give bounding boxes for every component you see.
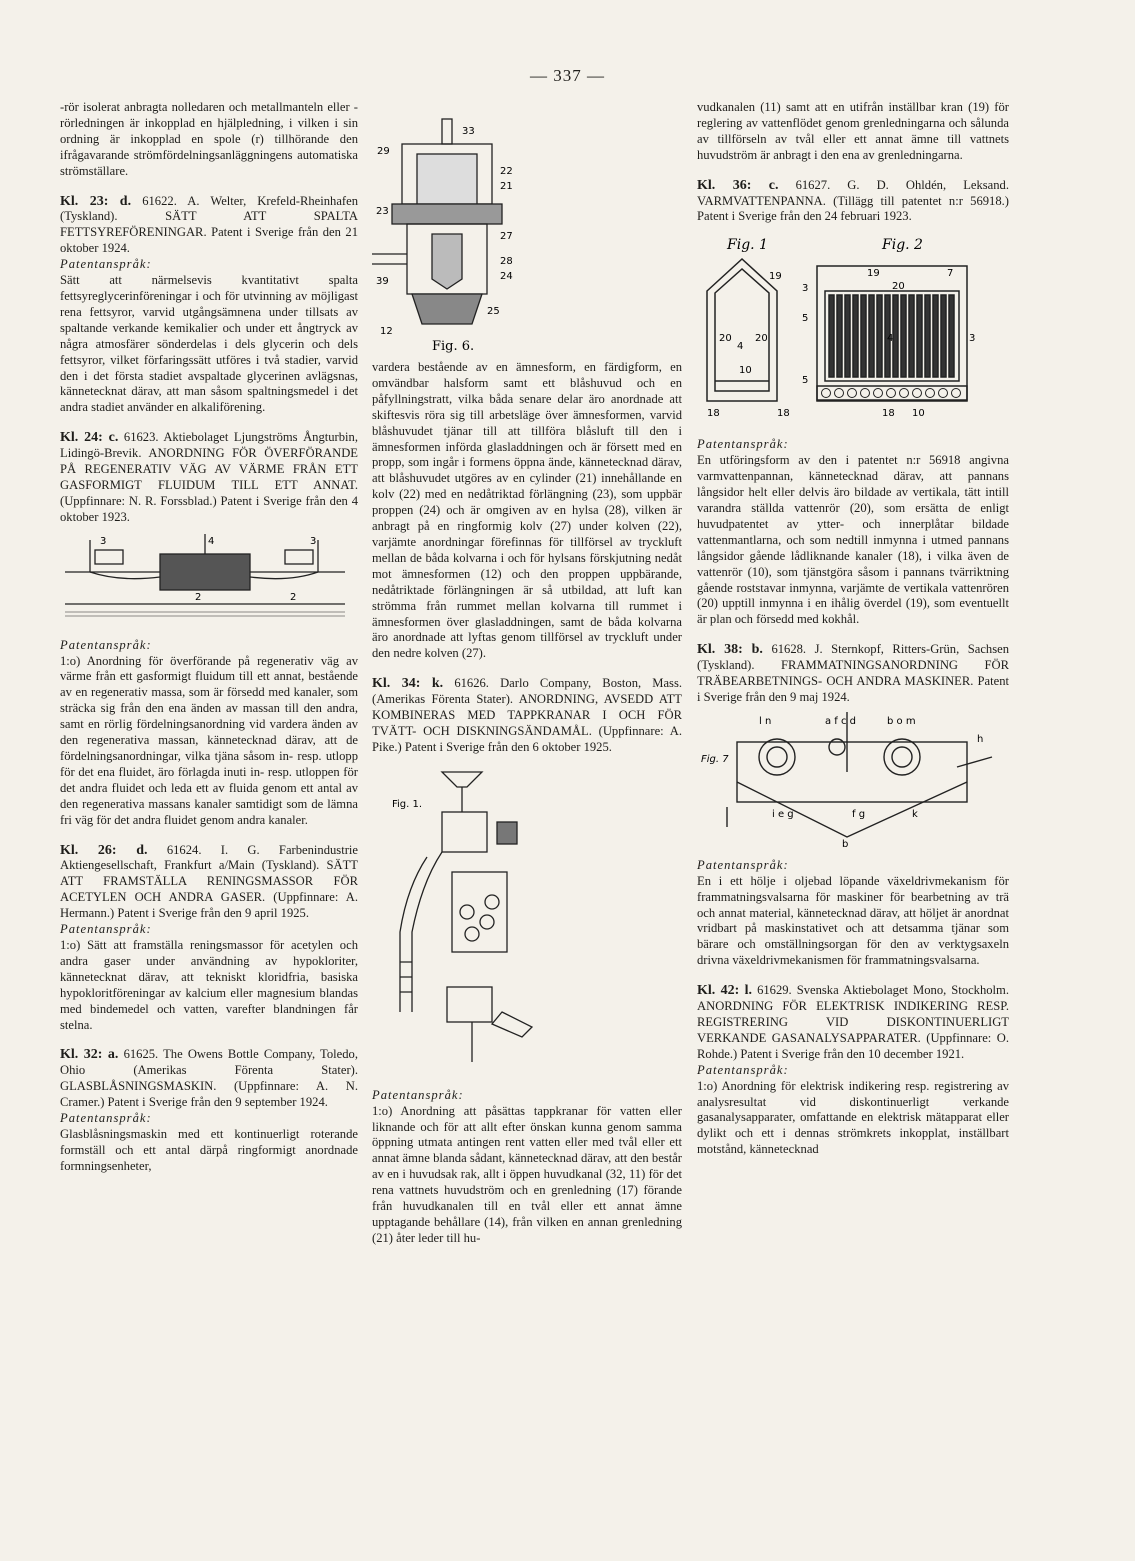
- regenerator-figure: [60, 532, 358, 632]
- class-label: Kl. 26: d.: [60, 842, 148, 858]
- water-tube: [949, 295, 954, 377]
- figure-label: Fig. 6.: [432, 339, 475, 354]
- boiler-figure: [697, 231, 1009, 431]
- svg-text:19: 19: [867, 268, 880, 280]
- svg-text:k: k: [912, 808, 918, 820]
- blow-head-drawing: [372, 114, 532, 354]
- entry-heading: 61623. Aktiebolaget Ljungströms Ångturbin, Lidingö-Brevik. ANORDNING FÖR ÖVERFÖRANDE PÅ REGENERATIV VÄG AV VÄRME FRÅN ETT GASFORMIGT FLUIDUM TILL ETT ANNAT. (Uppfinnare: N. R. Forssblad.) Patent i Sverige från den 4 oktober 1923.: [60, 430, 358, 524]
- svg-text:3: 3: [802, 283, 809, 295]
- continued-paragraph: vudkanalen (11) samt att en utifrån inställbar kran (19) för reglering av vattenflödet genom grenledningarna och sålunda av tillförseln av tvål eller ett annat ämne till vattnets huvudström är anbragt i den ena av grenledningarna.: [697, 100, 1009, 162]
- svg-text:25: 25: [487, 306, 500, 317]
- patent-entry-61624: [60, 843, 358, 1034]
- svg-text:3: 3: [310, 535, 317, 547]
- gear-drive-drawing: [697, 712, 997, 852]
- svg-text:18: 18: [777, 408, 790, 420]
- claim-heading: Patentanspråk:: [60, 922, 152, 937]
- water-tube: [869, 295, 874, 377]
- svg-text:l n: l n: [759, 715, 772, 727]
- claim-text: Glasblåsningsmaskin med ett kontinuerligt roterande formställ och ett antal därpå ringformigt anordnade formningsenheter,: [60, 1126, 358, 1173]
- patent-entry-61626: [372, 676, 682, 1247]
- claim-text: Sätt att närmelsevis kvantitativt spalta fettsyreglycerinföreningar i och för utvinning av möjligast rena fettsyror, varvid utgångsämnena under tillsats av spaltande verkande kemikalier och under ett ångtryck av några atmosfärer sönderdelas i dels glycerin och dels fettsyror, vilket förfaringssätt utföres i två stadier, varvid den i det första stadiet avspaltade glycerinen avlägsnas, kännetecknat därav, att man såsom spaltningsmedel i det andra stadiet använder en alkaliförening.: [60, 273, 358, 415]
- blow-head-figure: [372, 114, 682, 354]
- svg-text:10: 10: [912, 408, 925, 420]
- water-tube: [917, 295, 922, 377]
- class-label: Kl. 23: d.: [60, 193, 132, 209]
- claim-heading: Patentanspråk:: [697, 437, 789, 452]
- faucet-figure: [372, 762, 682, 1082]
- water-tube: [853, 295, 858, 377]
- water-tube: [933, 295, 938, 377]
- grate-circle: [822, 389, 831, 398]
- water-tube: [845, 295, 850, 377]
- svg-text:a f c d: a f c d: [825, 715, 857, 727]
- entry-heading: 61624. I. G. Farbenindustrie Aktiengesellschaft, Frankfurt a/Main (Tyskland). SÄTT ATT FRAMSTÄLLA RENINGSMASSOR FÖR ACETYLEN OCH ANDRA GASER. (Uppfinnare: A. Hermann.) Patent i Sverige från den 9 april 1925.: [60, 842, 358, 921]
- svg-text:23: 23: [376, 206, 389, 217]
- claim-heading: Patentanspråk:: [60, 1111, 152, 1126]
- grate-circles: [822, 389, 961, 398]
- svg-text:3: 3: [100, 535, 107, 547]
- claim-heading: Patentanspråk:: [697, 857, 789, 872]
- svg-text:b: b: [842, 838, 849, 850]
- svg-text:20: 20: [892, 281, 905, 293]
- regenerator-drawing: [60, 532, 350, 632]
- patent-entry-61627: [697, 178, 1009, 629]
- svg-text:12: 12: [380, 326, 393, 337]
- water-tube: [837, 295, 842, 377]
- grate-circle: [952, 389, 961, 398]
- fig-7-label: Fig. 7: [701, 753, 729, 765]
- water-tube: [909, 295, 914, 377]
- svg-text:5: 5: [802, 313, 809, 325]
- grate-circle: [835, 389, 844, 398]
- patent-entry-61625: [60, 1047, 358, 1174]
- svg-text:24: 24: [500, 271, 513, 282]
- svg-text:22: 22: [500, 166, 513, 177]
- svg-text:7: 7: [947, 268, 954, 280]
- grate-circle: [861, 389, 870, 398]
- continued-paragraph: vardera bestående av en ämnesform, en färdigform, en omvändbar halsform samt ett blåshuvud och en påfyllningstratt, vilka båda senare delar äro anordnade att skiftesvis röra sig till arbetsläge över ämnesformen, varvid blåshuvudet tjänar till att tillföra blåsluft till den i ämnesformen införda glasladdningen och är försett med en propp, som ingår i formens öppna ände, kännetecknad därav, att blåshuvudet utgöres av en cylinder (21) innehållande en kolv (22) med en nedåtriktad förlängning (23), som uppbär proppen (24) och är omgiven av en hylsa (28), vilken är anbragt på en ringformig kolv (27) under kolven (22), varjämte anordningar förefinnas för tillförsel av tryckluft mellan de båda kolvarna i och för hylsans förskjutning nedåt mot ämnesformen (12) och den proppen uppbärande, nedåtriktade förlängningen är så utbildad, att luft kan strömma från rummet mellan kolvarna till rummet i ämnesformen över glasladdningen, samt de båda kolvarna äro anordnade att lyftas genom tillförsel av tryckluft under den nedre kolven (27).: [372, 360, 682, 661]
- grate-circle: [939, 389, 948, 398]
- svg-text:39: 39: [376, 276, 389, 287]
- claim-heading: Patentanspråk:: [60, 257, 152, 272]
- claim-text: En i ett hölje i oljebad löpande växeldrivmekanism för frammatningsvalsarna för maskiner för bearbetning av trä och annat material, kännetecknad därav, att höljet är anordnat vridbart på maskinstativet och att detsamma tjänar som bärare och omställningsorgan för den av verktygsaxeln drivna växeldrivmekanismen för frammatningsvalsarna.: [697, 873, 1009, 968]
- svg-text:5: 5: [802, 375, 809, 387]
- grate-circle: [913, 389, 922, 398]
- water-tube: [877, 295, 882, 377]
- entry-heading: 61625. The Owens Bottle Company, Toledo, Ohio (Amerikas Förenta Stater). GLASBLÅSNINGSMASKIN. (Uppfinnare: A. N. Cramer.) Patent i Sverige från den 9 september 1924.: [60, 1047, 358, 1110]
- class-label: Kl. 36: c.: [697, 177, 779, 193]
- boiler-drawing: [697, 231, 997, 431]
- claim-text: En utföringsform av den i patentet n:r 56918 angivna varmvattenpannan, kännetecknad därav, att pannans långsidor helt eller delvis äro bildade av vertikala, tätt intill varandra ställda vattenrör (20), som ersätta de enligt huvudpatentet av ytter- och innerplåtar bildade vattenmantlarna, och som nedtill inmynna i utmed pannans långsidor gående lådliknande kanaler (18), i vilka även de vattenrör (10), som tjänstgöra såsom i pannans tvärriktning gående roststavar inmynna, varjämte de vertikala vattenrören (20) upptill inmynna i en ihålig överdel (19), som eventuellt är plan och försedd med kokhål.: [697, 453, 1009, 627]
- water-tube: [925, 295, 930, 377]
- column-1: [60, 100, 358, 1175]
- entry-heading: 61629. Svenska Aktiebolaget Mono, Stockholm. ANORDNING FÖR ELEKTRISK INDIKERING RESP. REGISTRERING VID DISKONTINUERLIGT VERKANDE GASANALYSAPPARATER. (Uppfinnare: O. Rohde.) Patent i Sverige från den 10 december 1921.: [697, 983, 1009, 1061]
- svg-text:20: 20: [719, 333, 732, 345]
- continued-paragraph: -rör isolerat anbragta nolledaren och metallmanteln eller -rörledningen är inkopplad en hjälpledning, i vilken i sin ordning är inkopplad en spole (r) tillhörande den ifrågavarande strömfördelningsanläggningens automatiska strömställare.: [60, 100, 358, 178]
- claim-text: 1:o) Anordning för elektrisk indikering resp. registrering av analysresultat vid diskontinuerligt verkande gasanalysapparater, omfattande en elektrisk mätapparat eller dylikt och ett i dennas strömkrets inkopplat, inställbart motstånd, kännetecknad: [697, 1078, 1009, 1157]
- svg-text:2: 2: [195, 591, 202, 603]
- svg-text:4: 4: [737, 341, 744, 353]
- fig-2-label: Fig. 2: [882, 237, 923, 254]
- class-label: Kl. 38: b.: [697, 642, 763, 658]
- water-tube: [901, 295, 906, 377]
- entry-heading: 61622. A. Welter, Krefeld-Rheinhafen (Tyskland). SÄTT ATT SPALTA FETTSYREFÖRENINGAR. Patent i Sverige från den 21 oktober 1924.: [60, 193, 358, 256]
- patent-entry-61629: [697, 983, 1009, 1158]
- grate-circle: [874, 389, 883, 398]
- claim-text: 1:o) Anordning för överförande på regenerativ väg av värme från ett gasformigt fluidum till ett annat, bestående av en regenerativ massa, som är försedd med kanaler, som sträcka sig från den ena änden av massan till den andra, samt en rörlig fördelningsanordning vid vardera änden av den regenerativa massan, kännetecknad därav, att de fördelningsanordningar, vilka tjäna såsom in- resp. utlopp för det ena fluidet, äro förlagda inuti in- resp. utloppen för det andra fluidet och leda ett av fluida genom ett antal av den regenerativa massans kanaler samtidigt som de lämna fri väg för det andra fluidet genom andra kanaler.: [60, 653, 358, 827]
- patent-entry-61623: [60, 430, 358, 828]
- claim-text: 1:o) Sätt att framställa reningsmassor för acetylen och andra gaser under användning av hypokloriter, kännetecknat därav, att tekniskt kloridfria, basiska hypokloritföreningar av kalcium eller magnesium blandas med bindemedel och vatten, varefter blandningen får stelna.: [60, 937, 358, 1032]
- figure-label: Fig. 1.: [392, 798, 423, 810]
- entry-heading: 61626. Darlo Company, Boston, Mass. (Amerikas Förenta Stater). ANORDNING, AVSEDD ATT KOMBINERAS MED TAPPKRANAR I OCH FÖR TVÄTT- OCH DISKNINGSÄNDAMÅL. (Uppfinnare: A. Pike.) Patent i Sverige från den 6 oktober 1925.: [372, 676, 682, 754]
- svg-text:21: 21: [500, 181, 513, 192]
- svg-text:b o m: b o m: [887, 715, 916, 727]
- entry-heading: 61628. J. Sternkopf, Ritters-Grün, Sachsen (Tyskland). FRAMMATNINGSANORDNING FÖR TRÄBEARBETNINGS- OCH ANDRA MASKINER. Patent i Sverige från den 9 maj 1924.: [697, 642, 1009, 704]
- svg-text:18: 18: [882, 408, 895, 420]
- column-3: [697, 100, 1009, 1158]
- svg-text:4: 4: [208, 535, 215, 547]
- water-tube: [893, 295, 898, 377]
- svg-text:29: 29: [377, 146, 390, 157]
- class-label: Kl. 42: l.: [697, 983, 753, 999]
- svg-text:20: 20: [755, 333, 768, 345]
- fig-1-label: Fig. 1: [727, 237, 768, 254]
- svg-text:3: 3: [969, 333, 976, 345]
- svg-text:19: 19: [769, 271, 782, 283]
- claim-heading: Patentanspråk:: [372, 1087, 464, 1102]
- claim-text: 1:o) Anordning att påsättas tappkranar för vatten eller liknande och för att allt efter önskan kunna genom samma öppning utmata antingen rent vatten eller med tvål eller ett annat ämne blanda sådant, kännetecknad därav, att den består av en i huvudsak rak, allt i öppen huvudkanal (32, 11) för det rena vattnets huvudström och en grenledning (17) förande från huvudkanalen till en tvål eller ett annat ämne upptagande behållare (14), från vilken en annan grenledning (21) åter leder till hu-: [372, 1103, 682, 1245]
- svg-text:28: 28: [500, 256, 513, 267]
- grate-circle: [848, 389, 857, 398]
- patent-entry-61628: [697, 642, 1009, 969]
- gear-drive-figure: [697, 712, 1009, 852]
- grate-circle: [900, 389, 909, 398]
- svg-text:4: 4: [887, 333, 894, 345]
- svg-text:i e g: i e g: [772, 808, 794, 820]
- column-2: [372, 108, 682, 1247]
- svg-text:2: 2: [290, 591, 297, 603]
- water-tube: [829, 295, 834, 377]
- class-label: Kl. 34: k.: [372, 676, 444, 692]
- svg-text:h: h: [977, 733, 984, 745]
- patent-entry-61622: [60, 194, 358, 417]
- claim-heading: Patentanspråk:: [697, 1062, 789, 1077]
- class-label: Kl. 32: a.: [60, 1047, 119, 1063]
- svg-text:27: 27: [500, 231, 513, 242]
- water-tube: [941, 295, 946, 377]
- water-tube: [861, 295, 866, 377]
- svg-text:f g: f g: [852, 808, 866, 820]
- svg-text:18: 18: [707, 408, 720, 420]
- entry-heading: 61627. G. D. Ohldén, Leksand. VARMVATTENPANNA. (Tillägg till patentet n:r 56918.) Patent i Sverige från den 24 februari 1923.: [697, 177, 1010, 224]
- claim-heading: Patentanspråk:: [60, 637, 152, 652]
- grate-circle: [926, 389, 935, 398]
- class-label: Kl. 24: c.: [60, 430, 119, 446]
- svg-text:33: 33: [462, 126, 475, 137]
- faucet-drawing: [372, 762, 572, 1082]
- grate-circle: [887, 389, 896, 398]
- svg-text:10: 10: [739, 365, 752, 377]
- page-number: — 337 —: [530, 66, 605, 85]
